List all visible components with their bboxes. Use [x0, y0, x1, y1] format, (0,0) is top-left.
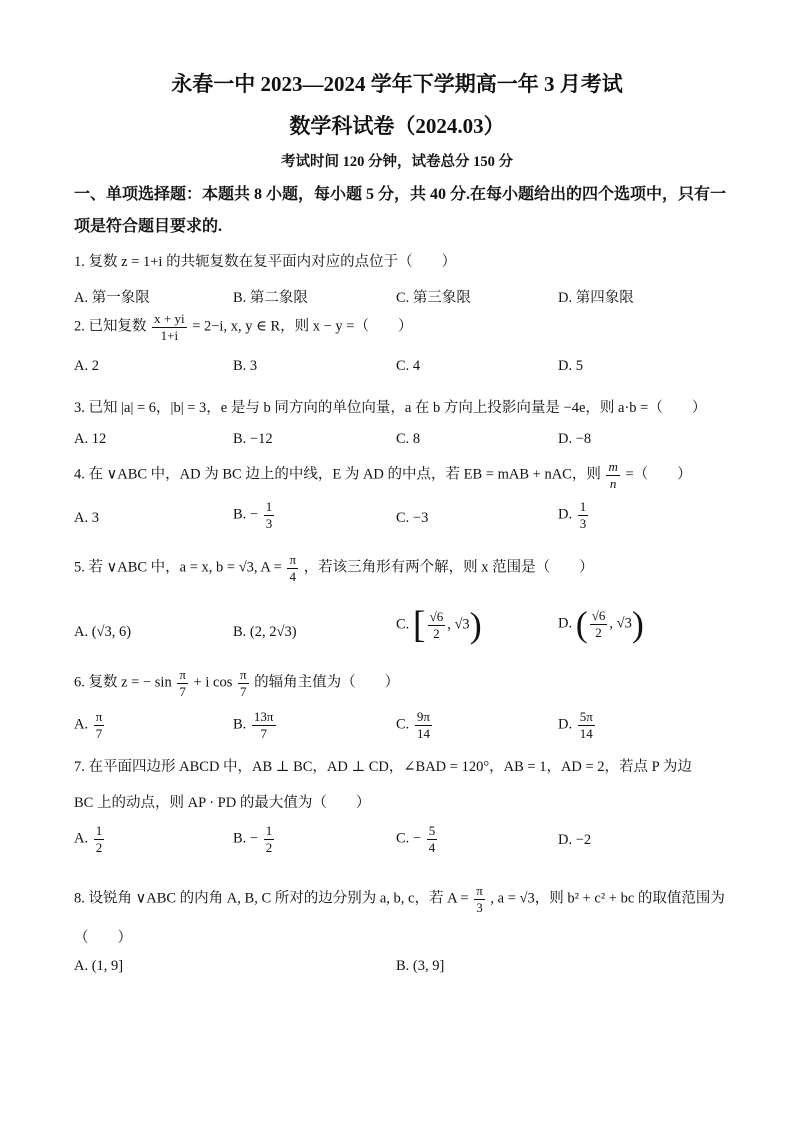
q8-stem-pre: 8. 设锐角 ∨ABC 的内角 A, B, C 所对的边分别为 a, b, c，若 A =	[74, 890, 469, 907]
q2-option-a: A. 2	[74, 358, 99, 374]
q6-option-d-num: 5π	[579, 709, 593, 724]
q6-option-a	[74, 710, 106, 740]
q7-option-a	[74, 824, 106, 854]
q4-stem-post: =（ ）	[625, 466, 692, 483]
q2-option-b: B. 3	[233, 358, 258, 374]
q4-option-d	[558, 500, 590, 530]
q2-frac-num: x + yi	[154, 311, 185, 326]
q4-option-d-frac	[578, 500, 589, 530]
q7-option-b-label: B. −	[233, 830, 259, 847]
q5-option-c-num: √6	[429, 608, 444, 624]
q5-option-c	[396, 606, 482, 644]
q6-option-a-den: 7	[95, 725, 103, 741]
q8-frac-num: π	[476, 883, 483, 898]
q5-option-d-close-paren: )	[631, 604, 644, 644]
q5-stem-post: ，若该三角形有两个解，则 x 范围是（ ）	[303, 559, 594, 576]
q5-option-d-frac	[590, 609, 608, 639]
q4-option-d-num: 1	[579, 499, 587, 514]
q7-option-c-den: 4	[428, 839, 436, 855]
q8-frac-den: 3	[476, 899, 483, 915]
exam-info: 考试时间 120 分钟，试卷总分 150 分	[281, 154, 513, 170]
q6-frac1-num: π	[179, 667, 186, 682]
q5-option-d-label: D.	[558, 615, 576, 632]
q4-option-b-num: 1	[265, 499, 273, 514]
question-7-stem-line2: BC 上的动点，则 AP · PD 的最大值为（ ）	[74, 795, 371, 811]
q6-option-c	[396, 710, 434, 740]
q4-frac-num: m	[608, 459, 618, 474]
q7-option-a-frac	[94, 824, 105, 854]
question-3-stem: 3. 已知 |a| = 6，|b| = 3，e 是与 b 同方向的单位向量，a 在 b 方向上投影向量是 −4e，则 a·b =（ ）	[74, 400, 707, 416]
q6-fraction-1	[177, 668, 188, 698]
q6-frac2-num: π	[239, 667, 247, 682]
q4-stem-pre: 4. 在 ∨ABC 中，AD 为 BC 边上的中线，E 为 AD 的中点，若 EB = mAB + nAC，则	[74, 466, 601, 483]
q4-option-c: C. −3	[396, 510, 429, 526]
q2-stem-pre: 2. 已知复数	[74, 318, 147, 335]
q6-option-b	[233, 710, 278, 740]
q2-option-d: D. 5	[558, 358, 583, 374]
q6-option-d-frac	[578, 710, 595, 740]
question-8-stem-line2: （ ）	[74, 930, 132, 946]
q1-option-b: B. 第二象限	[233, 290, 308, 306]
q6-option-c-den: 14	[416, 725, 430, 741]
q6-option-a-label: A.	[74, 716, 89, 733]
q6-option-c-num: 9π	[416, 709, 430, 724]
q4-option-a: A. 3	[74, 510, 99, 526]
q6-option-d-den: 14	[579, 725, 593, 741]
q6-option-d-label: D.	[558, 716, 573, 733]
q6-option-b-frac	[252, 710, 276, 740]
q7-option-b-num: 1	[265, 823, 273, 838]
q6-option-c-label: C.	[396, 716, 410, 733]
q7-option-b-frac	[264, 824, 275, 854]
q6-option-a-frac	[94, 710, 105, 740]
q1-option-d: D. 第四象限	[558, 290, 634, 306]
q5-option-c-den: 2	[433, 625, 440, 641]
q6-option-b-label: B.	[233, 716, 247, 733]
q7-option-d: D. −2	[558, 832, 592, 848]
q5-frac-num: π	[289, 552, 297, 567]
q7-option-a-label: A.	[74, 830, 89, 847]
q6-option-a-num: π	[95, 709, 103, 724]
q3-option-c: C. 8	[396, 431, 421, 447]
q6-option-b-den: 7	[260, 725, 267, 741]
q2-option-c: C. 4	[396, 358, 421, 374]
question-5-stem	[74, 553, 594, 583]
q5-option-c-frac	[428, 610, 446, 640]
q5-option-c-tail: , √3	[447, 616, 470, 633]
q8-stem-post: , a = √3，则 b² + c² + bc 的取值范围为	[490, 890, 725, 907]
q2-fraction	[152, 312, 186, 342]
q4-option-b-frac	[264, 500, 275, 530]
question-4-stem	[74, 460, 692, 490]
q5-option-a: A. (√3, 6)	[74, 624, 132, 640]
q7-option-a-den: 2	[95, 839, 103, 855]
q3-option-b: B. −12	[233, 431, 273, 447]
q6-option-b-num: 13π	[253, 709, 274, 724]
q7-option-c-frac	[427, 824, 438, 854]
q4-option-b	[233, 500, 276, 530]
q7-option-c-num: 5	[428, 823, 436, 838]
q1-option-c: C. 第三象限	[396, 290, 471, 306]
section-heading-line1: 一、单项选择题：本题共 8 小题，每小题 5 分，共 40 分.在每小题给出的四个选项中，只有一	[74, 186, 727, 203]
q2-frac-den: 1+i	[160, 327, 179, 343]
q4-option-b-den: 3	[265, 515, 273, 531]
q5-option-d-num: √6	[591, 607, 606, 623]
q4-frac-den: n	[609, 475, 617, 491]
q6-frac2-den: 7	[240, 683, 247, 699]
q6-option-c-frac	[415, 710, 432, 740]
q6-fraction-2	[238, 668, 249, 698]
q5-option-d-open-paren: (	[575, 604, 588, 644]
q8-option-b: B. (3, 9]	[396, 958, 445, 974]
q5-option-c-close-paren: )	[469, 605, 482, 645]
q7-option-c	[396, 824, 439, 854]
q5-option-d-tail: , √3	[609, 615, 632, 632]
q8-fraction	[474, 884, 485, 914]
q3-option-d: D. −8	[558, 431, 592, 447]
q5-fraction	[287, 553, 298, 583]
q7-option-b	[233, 824, 276, 854]
q4-fraction	[606, 460, 619, 490]
q2-stem-post: = 2−i, x, y ∈ R，则 x − y =（ ）	[192, 318, 413, 335]
q7-option-c-label: C. −	[396, 830, 422, 847]
q5-frac-den: 4	[289, 568, 297, 584]
q7-option-a-num: 1	[95, 823, 103, 838]
question-8-stem	[74, 884, 725, 914]
q6-stem-post: 的辐角主值为（ ）	[254, 674, 400, 691]
q6-stem-mid: + i cos	[193, 674, 233, 691]
q1-option-a: A. 第一象限	[74, 290, 150, 306]
q5-option-d	[558, 606, 644, 642]
question-1-stem: 1. 复数 z = 1+i 的共轭复数在复平面内对应的点位于（ ）	[74, 254, 457, 270]
q7-option-b-den: 2	[265, 839, 273, 855]
q5-option-c-label: C.	[396, 616, 413, 633]
q8-option-a: A. (1, 9]	[74, 958, 124, 974]
question-2-stem	[74, 312, 412, 342]
exam-title: 永春一中 2023—2024 学年下学期高一年 3 月考试	[171, 72, 623, 96]
question-7-stem-line1: 7. 在平面四边形 ABCD 中，AB ⊥ BC，AD ⊥ CD，∠BAD = 120°，AB = 1，AD = 2，若点 P 为边	[74, 759, 692, 775]
q6-frac1-den: 7	[179, 683, 186, 699]
q6-option-d	[558, 710, 597, 740]
paper-title: 数学科试卷（2024.03）	[289, 114, 505, 138]
q6-stem-pre: 6. 复数 z = − sin	[74, 674, 172, 691]
q4-option-b-label: B. −	[233, 506, 259, 523]
q3-option-a: A. 12	[74, 431, 107, 447]
q5-stem-pre: 5. 若 ∨ABC 中，a = x, b = √3, A =	[74, 559, 282, 576]
q5-option-b: B. (2, 2√3)	[233, 624, 297, 640]
q4-option-d-den: 3	[579, 515, 587, 531]
q4-option-d-label: D.	[558, 506, 576, 523]
q5-option-c-open-bracket: [	[412, 604, 426, 646]
section-heading-line2: 项是符合题目要求的.	[74, 218, 223, 235]
question-6-stem	[74, 668, 399, 698]
q5-option-d-den: 2	[595, 624, 602, 640]
